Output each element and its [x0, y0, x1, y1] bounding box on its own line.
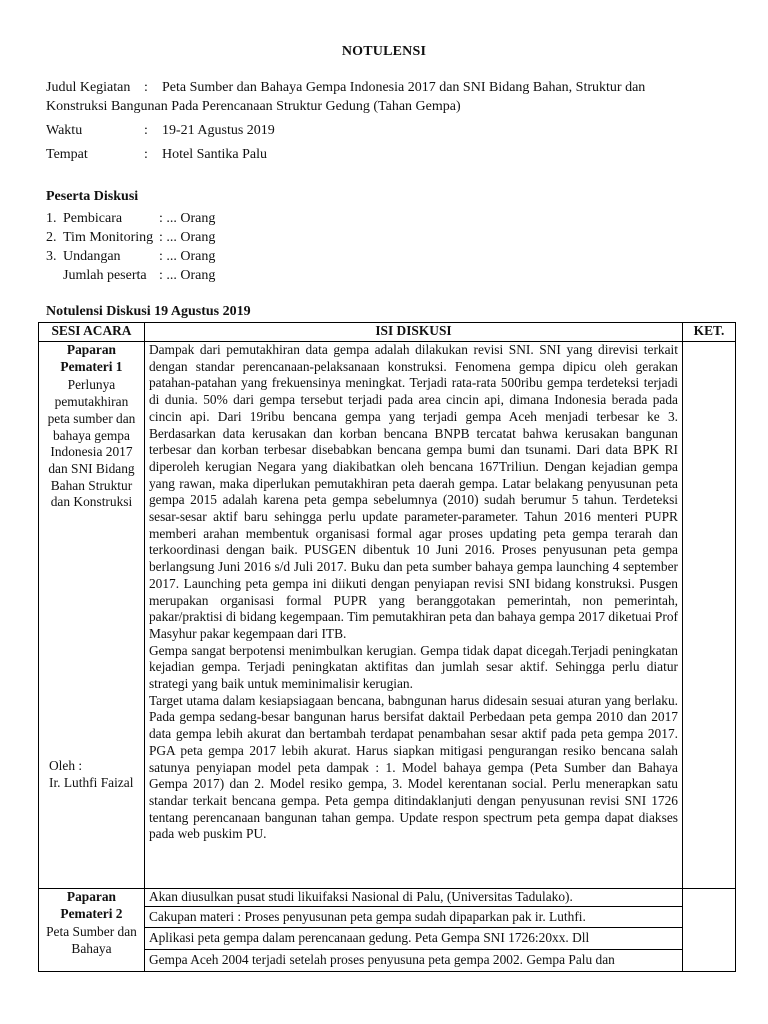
- isi-cell: [144, 889, 682, 972]
- document-title: NOTULENSI: [341, 44, 427, 59]
- peserta-label: Jumlah peserta: [63, 268, 147, 283]
- peserta-label: Pembicara: [63, 211, 123, 226]
- isi-cell: [144, 342, 682, 889]
- isi-paragraph: Aplikasi peta gempa dalam perencanaan gedung. Peta Gempa SNI 1726:20xx. Dll: [145, 928, 682, 950]
- peserta-label: Undangan: [63, 249, 121, 264]
- sesi-title: Paparan Pemateri 2: [60, 889, 123, 921]
- judul-colon: :: [144, 80, 148, 95]
- sesi-topic: Peta Sumber dan Bahaya: [46, 924, 137, 957]
- isi-paragraph: Akan diusulkan pusat studi likuifaksi Nasional di Palu, (Universitas Tadulako).: [145, 889, 682, 907]
- peserta-item: [46, 266, 215, 285]
- notulensi-heading: Notulensi Diskusi 19 Agustus 2019: [46, 304, 251, 319]
- oleh-name: Ir. Luthfi Faizal: [49, 774, 134, 790]
- sesi-cell: [39, 342, 145, 889]
- isi-paragraph: Cakupan materi : Proses penyusunan peta gempa sudah dipaparkan pak ir. Luthfi.: [145, 907, 682, 929]
- tempat-label: Tempat: [46, 147, 88, 162]
- header-sesi-acara: SESI ACARA: [39, 323, 145, 342]
- table-header-row: [39, 323, 736, 342]
- waktu-value: 19-21 Agustus 2019: [162, 123, 275, 138]
- peserta-value: : ... Orang: [159, 268, 216, 283]
- peserta-label: Tim Monitoring: [63, 230, 154, 245]
- tempat-colon: :: [144, 147, 148, 162]
- sesi-topic: Perlunya pemutakhiran peta sumber dan bahaya gempa Indonesia 2017 dan SNI Bidang Bahan Struktur dan Konstruksi: [47, 377, 136, 510]
- oleh-label: Oleh :: [49, 758, 83, 773]
- sesi-cell: [39, 889, 145, 972]
- judul-value: Peta Sumber dan Bahaya Gempa Indonesia 2017 dan SNI Bidang Bahan, Struktur dan Konstruksi Bangunan Pada Perencanaan Struktur Gedung (Tahan Gempa): [46, 80, 646, 114]
- header-isi-diskusi: ISI DISKUSI: [144, 323, 682, 342]
- ket-cell: [683, 889, 736, 972]
- notulensi-table: [38, 322, 736, 972]
- isi-paragraph: Gempa Aceh 2004 terjadi setelah proses penyusuna peta gempa 2002. Gempa Palu dan: [148, 952, 615, 968]
- peserta-item: [46, 228, 215, 247]
- isi-paragraph: Target utama dalam kesiapsiagaan bencana, babngunan harus didesain sesuai aturan yang berlaku. Pada gempa sedang-besar bangunan harus bersifat daktail Perbedaan peta gempa 2010 dan 2017 data gempa lebih akurat dan bertambah terdapat penambahan sesar aktif pada peta gempa 2017. PGA peta gempa 2017 lebih akurat. Harus siapkan mitigasi pengurangan resiko bencana salah satunya penyiapan model peta dampak : 1. Model bahaya gempa (Peta Sumber dan Bahaya Gempa 2017) dan 2. Model resiko gempa, 3. Model kerentanan social. Perlu menerapkan satu standar terkait bencana gempa. Peta gempa ditindaklanjuti dengan penyusunan revisi SNI 1726 tentang perencanaan bangunan tahan gempa. Update respon spectrum peta gempa dapat diakses pada web puskim PU.: [148, 692, 678, 842]
- meta-judul-kegiatan: [46, 78, 686, 116]
- peserta-item: [46, 209, 215, 228]
- peserta-num: 1.: [46, 211, 57, 226]
- table-row: [39, 889, 736, 972]
- sesi-presenter: [49, 758, 133, 791]
- sesi-title: Paparan Pemateri 1: [60, 342, 123, 374]
- peserta-item: [46, 247, 215, 266]
- peserta-heading: Peserta Diskusi: [46, 189, 139, 204]
- peserta-num: 3.: [46, 249, 57, 264]
- meta-tempat: [46, 145, 267, 164]
- meta-waktu: [46, 121, 275, 140]
- table-row: [39, 342, 736, 889]
- peserta-num: 2.: [46, 230, 57, 245]
- ket-cell: [683, 342, 736, 889]
- isi-paragraph: Gempa sangat berpotensi menimbulkan kerugian. Gempa tidak dapat dicegah.Terjadi peningkatan kejadian gempa. Terjadi peningkatan aktifitas dan jumlah sesar aktif. Sehingga perlu diatur strategi yang baik untuk meminimalisir kerugian.: [148, 642, 678, 692]
- tempat-value: Hotel Santika Palu: [162, 147, 267, 162]
- waktu-label: Waktu: [46, 123, 83, 138]
- peserta-value: : ... Orang: [159, 249, 216, 264]
- peserta-value: : ... Orang: [159, 211, 216, 226]
- waktu-colon: :: [144, 123, 148, 138]
- isi-paragraph: Dampak dari pemutakhiran data gempa adalah dilakukan revisi SNI. SNI yang direvisi terkait dengan standar perencanaan-pelaksanaan konstruksi. Fenomena gempa dipicu oleh gerakan patahan-patahan yang frekuensinya meningkat. Terjadi rata-rata 500ribu gempa terdeteksi terjadi di dunia. 50% dari gempa tersebut terjadi pada area cincin api, dimana Indonesia berada pada cincin api. Dari 19ribu bencana gempa yang terjadi gempa Aceh menjadi terbesar ke 3. Berdasarkan data kerusakan dan korban bencana BNPB tercatat bahwa kerusakan bangunan terbesar dan korban terbesar disebabkan bencana gempa bumi dan tsunami. Dari data BPK RI diperoleh kerugian Negara yang diakibatkan oleh bencana 167Triliun. Dengan kejadian gempa yang rawan, maka diperlukan pemutakhiran peta daerah gempa. Latar belakang penyusunan peta gempa 2015 adalah karena peta gempa sebelumnya (2010) sudah berumur 5 tahun. Terdeteksi sesar-sesar aktif baru sehingga perlu update parameter-parameter. Tahun 2016 menteri PUPR memberi arahan membentuk organisasi formal agar proses updating peta gempa terarah dan terkoordinasi dengan baik. PUSGEN dibentuk 10 Juni 2016. Proses penyusunan peta gempa berlangsung Juni 2016 s/d Juli 2017. Buku dan peta sumber bahaya gempa launching 4 september 2017. Launching peta gempa ini diikuti dengan penyiapan revisi SNI bidang konstruksi. Pusgen merupakan organisasi formal PUPR yang beranggotakan pemerintah, non pemerintah, pakar/praktisi di bidang kegempaan. Tim pemutakhiran peta dan bahaya gempa 2017 diketuai Prof Masyhur pakar kegempaan dari ITB.: [148, 342, 678, 641]
- peserta-value: : ... Orang: [159, 230, 216, 245]
- peserta-list: [46, 209, 215, 285]
- header-ket: KET.: [683, 323, 736, 342]
- judul-label: Judul Kegiatan: [46, 80, 131, 95]
